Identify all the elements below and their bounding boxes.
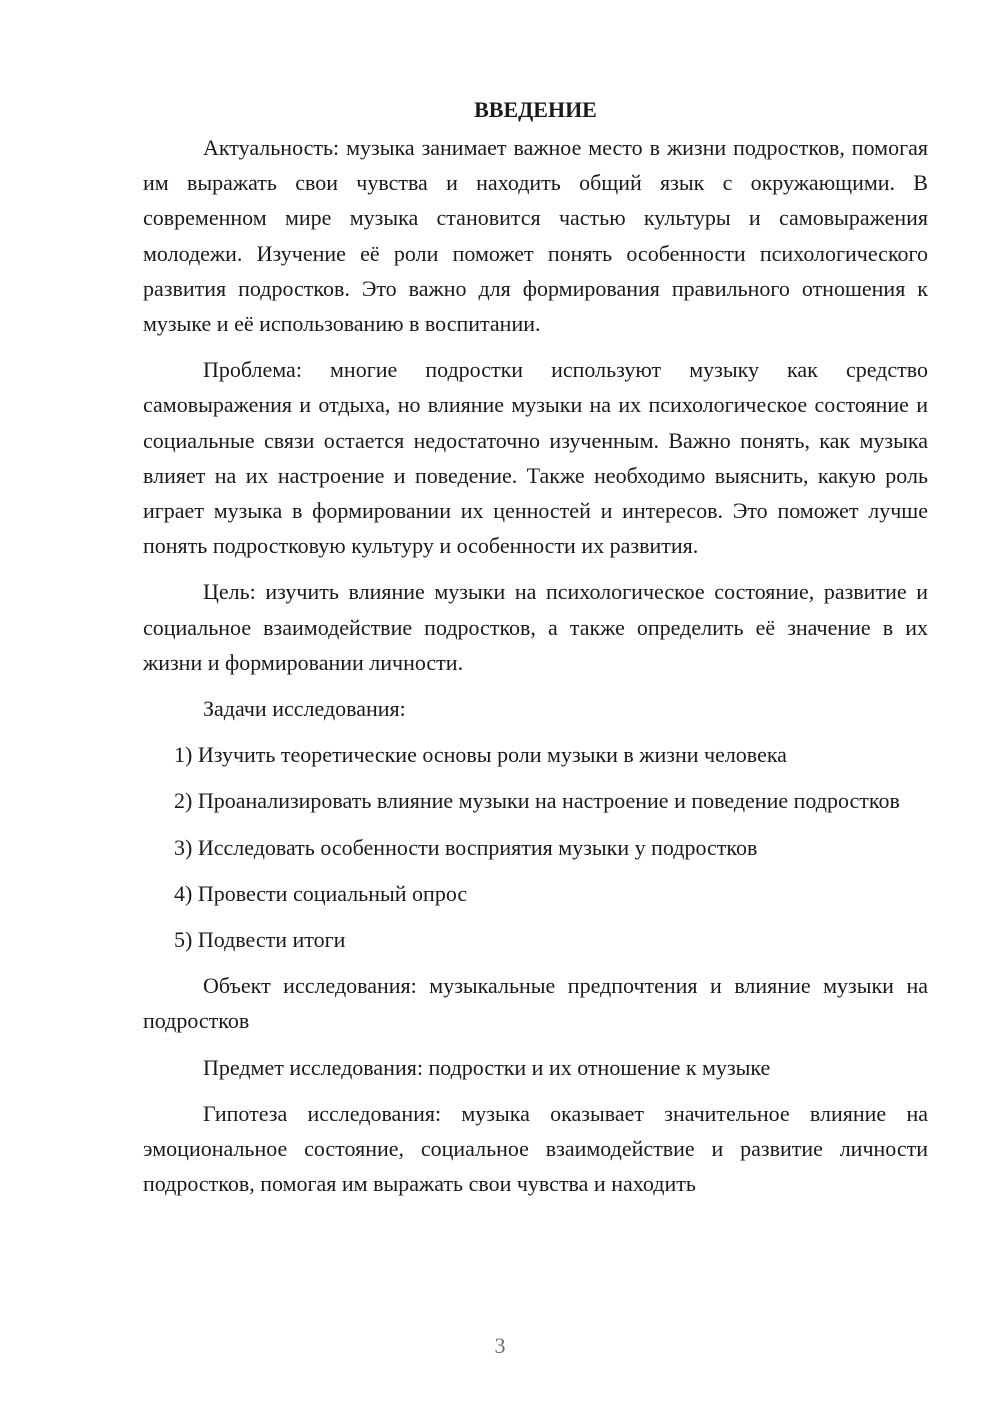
paragraph-subject: Предмет исследования: подростки и их отношение к музыке bbox=[203, 1054, 771, 1080]
task-item-3: 3) Исследовать особенности восприятия музыки у подростков bbox=[174, 834, 758, 860]
task-item-4: 4) Провести социальный опрос bbox=[174, 880, 468, 906]
paragraph-object: Объект исследования: музыкальные предпочтения и влияние музыки на подростков bbox=[143, 973, 928, 1034]
section-title: ВВЕДЕНИЕ bbox=[474, 97, 597, 122]
document-page bbox=[143, 92, 928, 1212]
paragraph-hypothesis: Гипотеза исследования: музыка оказывает значительное влияние на эмоциональное состояние, социальное взаимодействие и развитие личности подростков, помогая им выражать свои чувства и находить bbox=[143, 1100, 928, 1197]
paragraph-goal: Цель: изучить влияние музыки на психологическое состояние, развитие и социальное взаимодействие подростков, а также определить её значение в их жизни и формировании личности. bbox=[143, 579, 928, 675]
paragraph-problem: Проблема: многие подростки используют музыку как средство самовыражения и отдыха, но влияние музыки на их психологическое состояние и социальные связи остается недостаточно изученным. Важно понять, как музыка влияет на их настроение и поведение. Также необходимо выяснить, какую роль играет музыка в формировании их ценностей и интересов. Это поможет лучше понять подростковую культуру и особенности их развития. bbox=[143, 357, 928, 559]
task-item-2: 2) Проанализировать влияние музыки на настроение и поведение подростков bbox=[174, 788, 900, 814]
page-number: 3 bbox=[494, 1333, 506, 1358]
task-item-5: 5) Подвести итоги bbox=[174, 927, 346, 953]
paragraph-relevance: Актуальность: музыка занимает важное место в жизни подростков, помогая им выражать свои чувства и находить общий язык с окружающими. В современном мире музыка становится частью культуры и самовыражения молодежи. Изучение её роли поможет понять особенности психологического развития подростков. Это важно для формирования правильного отношения к музыке и её использованию в воспитании. bbox=[143, 135, 928, 337]
tasks-heading: Задачи исследования: bbox=[203, 696, 406, 722]
task-item-1: 1) Изучить теоретические основы роли музыки в жизни человека bbox=[174, 742, 787, 768]
